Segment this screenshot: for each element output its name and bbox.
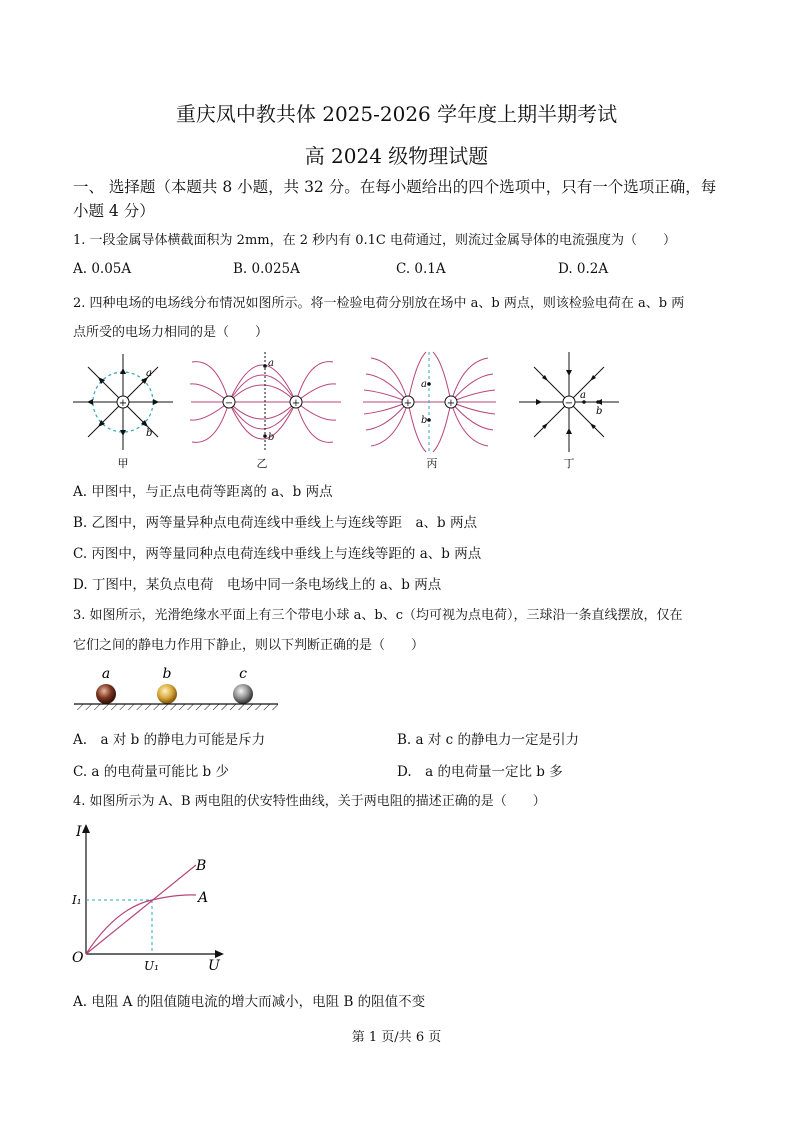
q3-stem-line1: 3. 如图所示，光滑绝缘水平面上有三个带电小球 a、b、c（均可视为点电荷），三球沿一条直线摆放，仅在 xyxy=(73,608,683,623)
svg-text:+: + xyxy=(118,398,128,409)
i1-label: I₁ xyxy=(72,893,82,907)
ball-label-a: a xyxy=(101,666,111,682)
svg-text:−: − xyxy=(224,398,234,409)
figure-label-jia: 甲 xyxy=(117,457,129,470)
bing-label-a: a xyxy=(421,379,427,390)
u1-label: U₁ xyxy=(144,959,159,973)
bing-label-b: b xyxy=(421,415,428,426)
section-instructions-line2: 小题 4 分） xyxy=(73,202,155,220)
ball-label-c: c xyxy=(239,666,247,682)
q2-option-d: D. 丁图中，某负点电荷 电场中同一条电场线上的 a、b 两点 xyxy=(73,577,442,593)
ding-label-a: a xyxy=(580,390,586,401)
q3-option-a: A. a 对 b 的静电力可能是斥力 xyxy=(73,732,266,748)
figure-ding xyxy=(519,352,619,470)
q2-stem-line1: 2. 四种电场的电场线分布情况如图所示。将一检验电荷分别放在场中 a、b 两点，则该检验电荷在 a、b 两 xyxy=(73,296,685,311)
q4-option-a: A. 电阻 A 的阻值随电流的增大而减小，电阻 B 的阻值不变 xyxy=(73,994,426,1010)
axis-label-u: U xyxy=(208,958,220,974)
figure-bing xyxy=(363,352,496,470)
curve-a xyxy=(86,895,196,954)
ball-b xyxy=(157,684,177,704)
ball-c xyxy=(233,684,253,704)
q1-option-d: D. 0.2A xyxy=(558,261,609,277)
curve-b xyxy=(86,865,196,954)
svg-text:−: − xyxy=(564,398,574,409)
q3-balls-figure xyxy=(72,664,282,714)
q1-option-b: B. 0.025A xyxy=(233,261,300,277)
q2-option-a: A. 甲图中，与正点电荷等距离的 a、b 两点 xyxy=(73,484,333,500)
q4-stem: 4. 如图所示为 A、B 两电阻的伏安特性曲线，关于两电阻的描述正确的是（ ） xyxy=(73,794,546,809)
q4-iv-graph xyxy=(68,818,238,978)
jia-label-b: b xyxy=(146,428,153,439)
q2-option-b: B. 乙图中，两等量异种点电荷连线中垂线上与连线等距 a、b 两点 xyxy=(73,515,477,531)
origin-label: O xyxy=(72,950,84,966)
figure-label-ding: 丁 xyxy=(563,457,575,470)
q3-option-b: B. a 对 c 的静电力一定是引力 xyxy=(397,732,579,748)
exam-title: 重庆凤中教共体 2025-2026 学年度上期半期考试 xyxy=(175,102,618,126)
q1-option-a: A. 0.05A xyxy=(73,261,132,277)
page-footer: 第 1 页/共 6 页 xyxy=(351,1030,442,1045)
q3-option-c: C. a 的电荷量可能比 b 少 xyxy=(73,764,229,780)
figure-label-bing: 丙 xyxy=(426,457,438,470)
yi-label-b: b xyxy=(268,432,275,443)
exam-subtitle: 高 2024 级物理试题 xyxy=(304,144,489,168)
q2-stem-line2: 点所受的电场力相同的是（ ） xyxy=(73,325,269,340)
curve-a-label: A xyxy=(198,890,209,906)
q3-option-d: D. a 的电荷量一定比 b 多 xyxy=(397,764,563,780)
svg-text:+: + xyxy=(446,398,456,409)
section-instructions-line1: 一、 选择题（本题共 8 小题，共 32 分。在每小题给出的四个选项中，只有一个选项正确，每 xyxy=(73,178,717,196)
svg-text:+: + xyxy=(291,398,301,409)
figure-label-yi: 乙 xyxy=(256,457,268,470)
q2-field-figures xyxy=(66,348,636,473)
ball-a xyxy=(96,684,116,704)
q2-option-c: C. 丙图中，两等量同种点电荷连线中垂线上与连线等距的 a、b 两点 xyxy=(73,546,482,562)
q3-stem-line2: 它们之间的静电力作用下静止，则以下判断正确的是（ ） xyxy=(73,638,425,653)
ball-label-b: b xyxy=(162,666,172,682)
svg-text:+: + xyxy=(403,398,413,409)
figure-yi xyxy=(190,352,341,470)
axis-label-i: I xyxy=(76,824,82,840)
figure-jia xyxy=(73,354,173,470)
q1-stem: 1. 一段金属导体横截面积为 2mm，在 2 秒内有 0.1C 电荷通过，则流过金属导体的电流强度为（ ） xyxy=(73,233,677,248)
q1-option-c: C. 0.1A xyxy=(396,261,446,277)
curve-b-label: B xyxy=(196,858,207,874)
ding-label-b: b xyxy=(596,406,603,417)
yi-label-a: a xyxy=(268,358,274,369)
jia-label-a: a xyxy=(146,368,152,379)
